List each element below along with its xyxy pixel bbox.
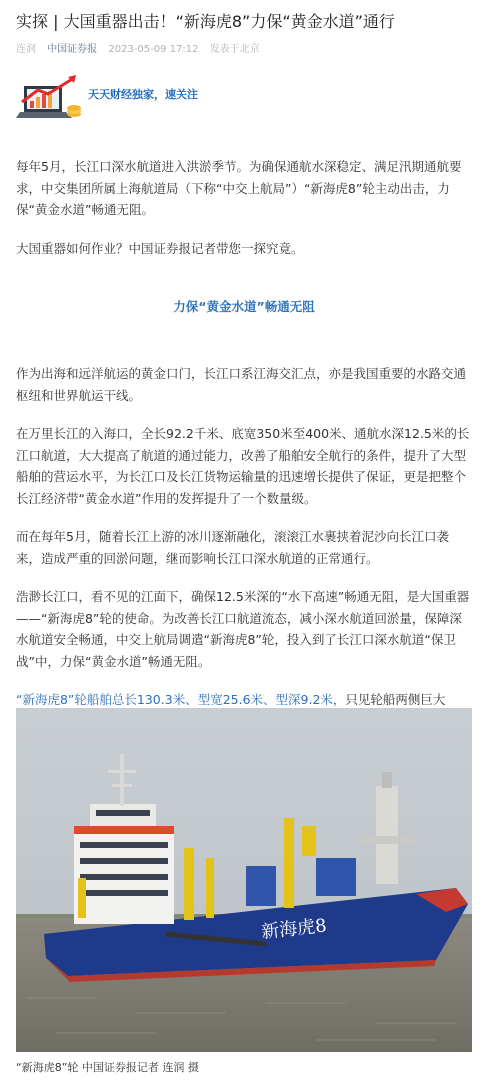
article-meta — [16, 42, 472, 58]
paragraph-4: 在万里长江的入海口，全长92.2千米、底宽350米至400米、通航水深12.5米的长江口航道，大大提高了航道的通过能力，改善了船舶安全航行的条件，提升了大型船舶的营运水平，为长江口及长江货物运输量的迅速增长提供了保证，更是把整个长江经济带“黄金水道”作用的发挥提升了一个数量级。 — [16, 426, 470, 506]
paragraph-6: 浩渺长江口，看不见的江面下，确保12.5米深的“水下高速”畅通无阻，是大国重器——“新海虎8”轮的使命。为改善长江口航道流态，减小深水航道回淤量，保障深水航道安全畅通，中交上航局调遣“新海虎8”轮，投入到了长江口深水航道“保卫战”中，力保“黄金水道”畅通无阻。 — [16, 589, 470, 669]
source-link[interactable]: 中国证券报 — [47, 44, 98, 55]
paragraph-2: 大国重器如何作业？中国证券报记者带您一探究竟。 — [16, 240, 304, 256]
paragraph-7-rest: 只见轮船两侧巨大 — [345, 692, 446, 707]
paragraph-5: 而在每年5月，随着长江上游的冰川逐渐融化，滚滚江水裹挟着泥沙向长江口袭来，造成严重的回淤问题，继而影响长江口深水航道的正常通行。 — [16, 529, 449, 566]
laptop-growth-chart-icon — [16, 72, 86, 122]
hull-name-text: 新海虎8 — [260, 915, 328, 943]
publish-location: 发表于北京 — [209, 44, 260, 55]
article-title: 实探 | 大国重器出击！“新海虎8”力保“黄金水道”通行 — [16, 12, 395, 31]
paragraph-3: 作为出海和远洋航运的黄金口门，长江口系江海交汇点，亦是我国重要的水路交通枢纽和世界航运干线。 — [16, 366, 467, 403]
publish-time: 2023-05-09 17:12 — [108, 44, 199, 55]
paragraph-1: 每年5月，长江口深水航道进入洪淤季节。为确保通航水深稳定、满足汛期通航要求，中交集团所属上海航道局（下称“中交上航局”）“新海虎8”轮主动出击，力保“黄金水道”畅通无阻。 — [16, 159, 462, 217]
follow-banner[interactable] — [16, 72, 472, 124]
author-name: 连润 — [16, 44, 36, 55]
dredger-ship-photo[interactable] — [16, 708, 472, 1052]
ship-specs-highlight: “新海虎8”轮船舶总长130.3米、型宽25.6米、型深9.2米， — [16, 692, 346, 707]
ship-illustration — [16, 708, 472, 1052]
section-subheading: 力保“黄金水道”畅通无阻 — [173, 299, 315, 314]
banner-slogan: 天天财经独家，速关注 — [88, 88, 198, 101]
photo-caption: “新海虎8”轮 中国证券报记者 连润 摄 — [16, 1061, 199, 1074]
